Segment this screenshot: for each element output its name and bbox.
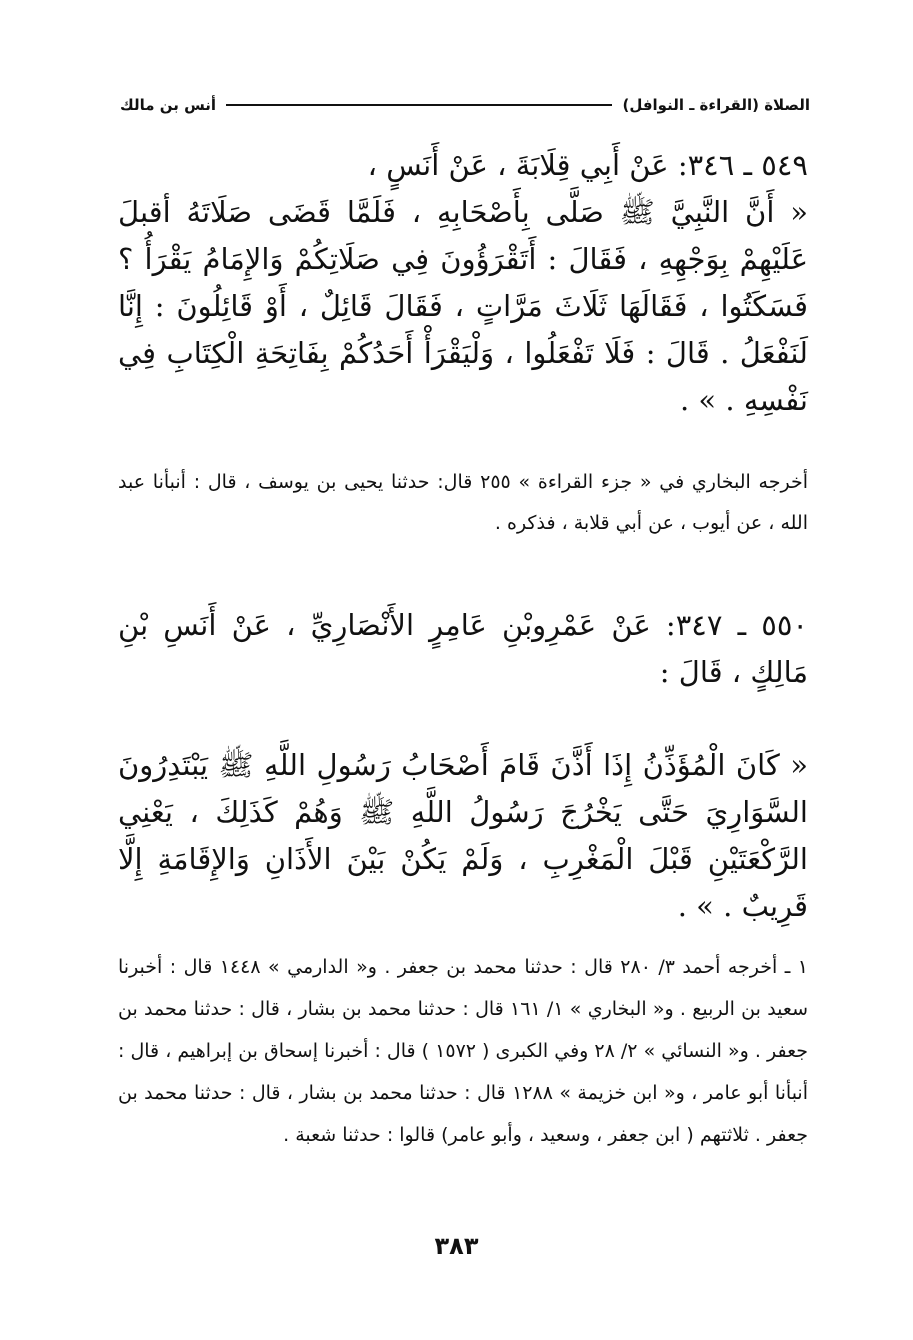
hadith-549 [118,142,808,424]
narrator-title: أنس بن مالك [120,96,217,114]
header-rule [226,104,612,106]
takhrij-549: أخرجه البخاري في « جزء القراءة » ٢٥٥ قال: حدثنا يحيى بن يوسف ، قال : أنبأنا عبد الله ، عن أيوب ، عن أبي قلابة ، فذكره . [118,471,808,534]
page-number: ٣٨٣ [434,1232,479,1260]
chapter-title: الصلاة (القراءة ـ النوافل) [622,96,810,114]
hadith-549-isnad: ٥٤٩ ـ ٣٤٦: عَنْ أَبِي قِلَابَةَ ، عَنْ أَنَسٍ ، [367,148,808,182]
footnote-1: ١ ـ أخرجه أحمد ٣/ ٢٨٠ قال : حدثنا محمد بن جعفر . و« الدارمي » ١٤٤٨ قال : أخبرنا سعيد بن الربيع . و« البخاري » ١/ ١٦١ قال : حدثنا محمد بن بشار ، قال : حدثنا محمد بن جعفر . و« النسائي » ٢/ ٢٨ وفي الكبرى ( ١٥٧٢ ) قال : أخبرنا إسحاق بن إبراهيم ، قال : أنبأنا أبو عامر ، و« ابن خزيمة » ١٢٨٨ قال : حدثنا محمد بن بشار ، قال : حدثنا محمد بن جعفر . ثلاثتهم ( ابن جعفر ، وسعيد ، وأبو عامر) قالوا : حدثنا شعبة . [118,956,808,1146]
hadith-550-matn: « كَانَ الْمُؤَذِّنُ إِذَا أَذَّنَ قَامَ أَصْحَابُ رَسُولِ اللَّهِ ﷺ يَبْتَدِرُونَ السَّوَارِيَ حَتَّى يَخْرُجَ رَسُولُ اللَّهِ ﷺ وَهُمْ كَذَلِكَ ، يَعْنِي الرَّكْعَتَيْنِ قَبْلَ الْمَغْرِبِ ، وَلَمْ يَكُنْ بَيْنَ الأَذَانِ وَالإِقَامَةِ إِلَّا قَرِيبٌ . » . [118,748,808,923]
hadith-550-isnad: ٥٥٠ ـ ٣٤٧: عَنْ عَمْرِوبْنِ عَامِرٍ الأَنْصَارِيِّ ، عَنْ أَنَسِ بْنِ مَالِكٍ ، قَالَ : [118,608,808,689]
hadith-549-matn: « أَنَّ النَّبِيَّ ﷺ صَلَّى بِأَصْحَابِهِ ، فَلَمَّا قَضَى صَلَاتَهُ أقبلَ عَلَيْهِمْ بِوَجْهِهِ ، فَقَالَ : أَتَقْرَؤُونَ فِي صَلَاتِكُمْ وَالإِمَامُ يَقْرَأُ ؟ فَسَكَتُوا ، فَقَالَهَا ثَلَاثَ مَرَّاتٍ ، فَقَالَ قَائِلٌ ، أَوْ قَائِلُونَ : إِنَّا لَنَفْعَلُ . قَالَ : فَلَا تَفْعَلُوا ، وَلْيَقْرَأْ أَحَدُكُمْ بِفَاتِحَةِ الْكِتَابِ فِي نَفْسِهِ . » . [118,195,808,417]
running-header [120,92,810,118]
